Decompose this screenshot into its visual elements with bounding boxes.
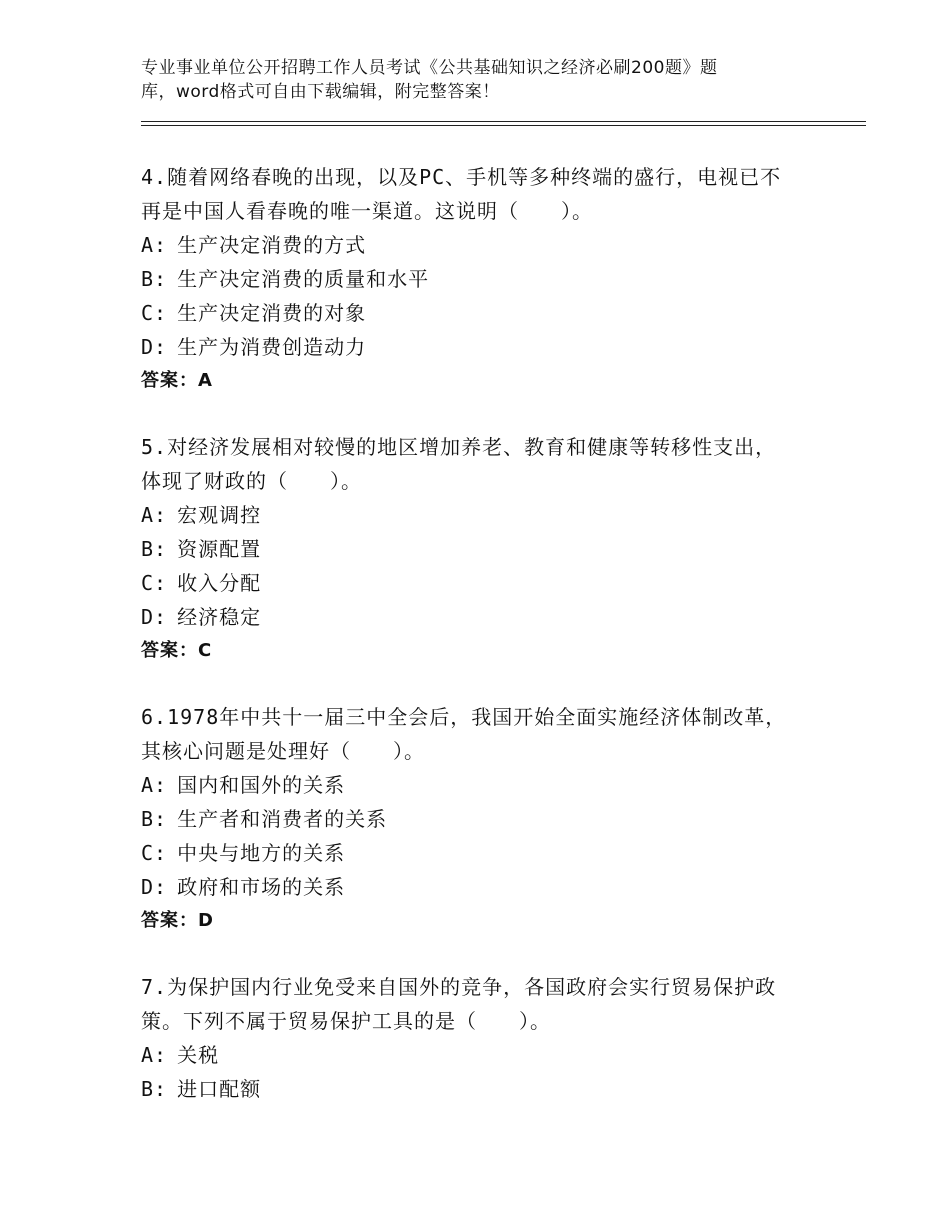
option-label: A: <box>141 1043 168 1067</box>
header-divider-top <box>141 121 866 122</box>
option-text: 收入分配 <box>177 571 262 595</box>
option-text: 国内和国外的关系 <box>177 773 346 797</box>
option-c <box>141 566 821 600</box>
option-d <box>141 330 821 364</box>
question-list <box>141 160 821 1138</box>
option-a <box>141 768 821 802</box>
header-divider-bottom <box>141 125 866 126</box>
answer <box>141 364 821 398</box>
question-stem-line-2: 其核心问题是处理好（ ）。 <box>141 739 425 763</box>
option-label: B: <box>141 807 168 831</box>
answer-label: 答案： <box>141 370 198 391</box>
answer-label: 答案： <box>141 910 198 931</box>
answer <box>141 634 821 668</box>
option-a <box>141 1038 821 1072</box>
option-text: 生产决定消费的对象 <box>177 301 367 325</box>
question-stem-line-1: 6.1978年中共十一届三中全会后，我国开始全面实施经济体制改革， <box>141 705 787 729</box>
option-b <box>141 262 821 296</box>
option-label: C: <box>141 571 168 595</box>
question-4 <box>141 160 821 398</box>
header-line-1: 专业事业单位公开招聘工作人员考试《公共基础知识之经济必刷200题》题 <box>141 58 718 78</box>
option-label: A: <box>141 773 168 797</box>
answer-value: A <box>198 370 212 391</box>
option-label: B: <box>141 267 168 291</box>
answer-value: C <box>198 640 212 661</box>
option-a <box>141 228 821 262</box>
question-stem-line-1: 5.对经济发展相对较慢的地区增加养老、教育和健康等转移性支出， <box>141 435 777 459</box>
question-stem <box>141 970 821 1038</box>
option-text: 中央与地方的关系 <box>177 841 346 865</box>
option-label: A: <box>141 233 168 257</box>
option-a <box>141 498 821 532</box>
header-line-2: 库，word格式可自由下载编辑，附完整答案！ <box>141 82 500 102</box>
document-header <box>141 56 781 104</box>
question-stem-line-1: 7.为保护国内行业免受来自国外的竞争，各国政府会实行贸易保护政 <box>141 975 777 999</box>
option-b <box>141 532 821 566</box>
option-label: C: <box>141 841 168 865</box>
option-label: D: <box>141 605 168 629</box>
answer-value: D <box>198 910 213 931</box>
option-label: D: <box>141 335 168 359</box>
option-text: 进口配额 <box>177 1077 262 1101</box>
question-stem-line-1: 4.随着网络春晚的出现，以及PC、手机等多种终端的盛行，电视已不 <box>141 165 782 189</box>
option-text: 生产者和消费者的关系 <box>177 807 388 831</box>
option-label: C: <box>141 301 168 325</box>
answer <box>141 904 821 938</box>
question-stem-line-2: 策。下列不属于贸易保护工具的是（ ）。 <box>141 1009 551 1033</box>
option-label: A: <box>141 503 168 527</box>
option-text: 经济稳定 <box>177 605 262 629</box>
question-stem-line-2: 体现了财政的（ ）。 <box>141 469 362 493</box>
option-b <box>141 802 821 836</box>
option-text: 生产为消费创造动力 <box>177 335 367 359</box>
option-text: 宏观调控 <box>177 503 262 527</box>
option-text: 关税 <box>177 1043 220 1067</box>
question-stem <box>141 160 821 228</box>
option-d <box>141 870 821 904</box>
option-text: 生产决定消费的方式 <box>177 233 367 257</box>
option-text: 政府和市场的关系 <box>177 875 346 899</box>
option-text: 生产决定消费的质量和水平 <box>177 267 430 291</box>
option-c <box>141 296 821 330</box>
option-label: B: <box>141 1077 168 1101</box>
question-stem <box>141 700 821 768</box>
option-b <box>141 1072 821 1106</box>
answer-label: 答案： <box>141 640 198 661</box>
option-d <box>141 600 821 634</box>
question-stem <box>141 430 821 498</box>
question-stem-line-2: 再是中国人看春晚的唯一渠道。这说明（ ）。 <box>141 199 593 223</box>
option-label: B: <box>141 537 168 561</box>
option-text: 资源配置 <box>177 537 262 561</box>
question-5 <box>141 430 821 668</box>
question-7 <box>141 970 821 1106</box>
option-c <box>141 836 821 870</box>
option-label: D: <box>141 875 168 899</box>
question-6 <box>141 700 821 938</box>
